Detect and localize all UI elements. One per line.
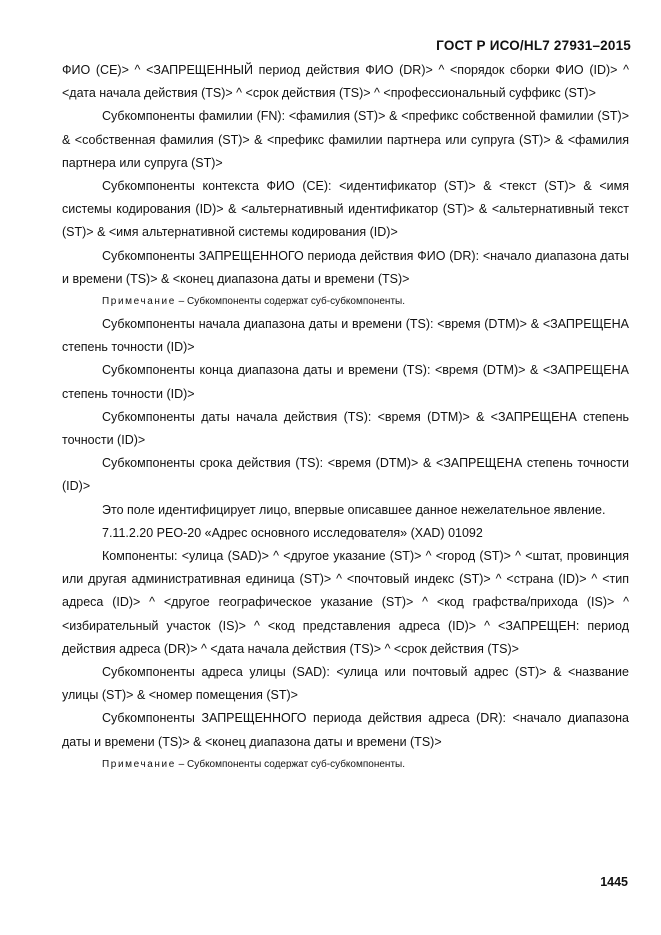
page-number: 1445 [600, 875, 628, 889]
paragraph-expiration-date: Субкомпоненты срока действия (TS): <время (DTM)> & <ЗАПРЕЩЕНА степень точности (ID)> [62, 456, 629, 494]
paragraph-street-address: Субкомпоненты адреса улицы (SAD): <улица или почтовый адрес (ST)> & <название улицы (ST)> & <номер помещения (ST)> [62, 665, 629, 703]
paragraph-family-name: Субкомпоненты фамилии (FN): <фамилия (ST)> & <префикс собственной фамилии (ST)> & <собственная фамилия (ST)> & <префикс фамилии партнера или супруга (ST)> & <фамилия партнера или супруга (ST)> [62, 109, 629, 170]
paragraph-range-start: Субкомпоненты начала диапазона даты и времени (TS): <время (DTM)> & <ЗАПРЕЩЕНА степень точности (ID)> [62, 317, 629, 355]
paragraph-field-description: Это поле идентифицирует лицо, впервые описавшее данное нежелательное явление. [102, 502, 606, 517]
section-heading: 7.11.2.20 PEO-20 «Адрес основного исследователя» (XAD) 01092 [102, 525, 483, 540]
note-text: – Субкомпоненты содержат суб-субкомпоненты. [175, 758, 405, 770]
paragraph-address-components: Компоненты: <улица (SAD)> ^ <другое указание (ST)> ^ <город (ST)> ^ <штат, провинция или другая административная единица (ST)> ^ <почтовый индекс (ST)> ^ <страна (ID)> ^ <тип адреса (ID)> ^ <другое географическое указание (ST)> ^ <код графства/прихода (IS)> ^ <избирательный участок (IS)> ^ <код представления адреса (ID)> ^ <ЗАПРЕЩЕН: период действия адреса (DR)> ^ <дата начала действия (TS)> ^ <срок действия (TS)> [62, 549, 629, 656]
paragraph-range-end: Субкомпоненты конца диапазона даты и времени (TS): <время (DTM)> & <ЗАПРЕЩЕНА степень точности (ID)> [62, 363, 629, 401]
paragraph-continued: ФИО (CE)> ^ <ЗАПРЕЩЕННЫЙ период действия ФИО (DR)> ^ <порядок сборки ФИО (ID)> ^ <дата начала действия (TS)> ^ <срок действия (TS)> ^ <профессиональный суффикс (ST)> [62, 63, 629, 101]
paragraph-name-validity-range: Субкомпоненты ЗАПРЕЩЕННОГО периода действия ФИО (DR): <начало диапазона даты и времени (TS)> & <конец диапазона даты и времени (TS)> [62, 248, 629, 286]
page-body [62, 59, 629, 776]
running-header: ГОСТ Р ИСО/HL7 27931–2015 [436, 38, 631, 53]
paragraph-effective-date: Субкомпоненты даты начала действия (TS): <время (DTM)> & <ЗАПРЕЩЕНА степень точности (ID)> [62, 409, 629, 448]
note [62, 293, 629, 311]
note-label: Примечание [102, 296, 176, 308]
note-label: Примечание [102, 758, 176, 770]
note-text: – Субкомпоненты содержат суб-субкомпоненты. [175, 296, 405, 308]
paragraph-name-context: Субкомпоненты контекста ФИО (CE): <идентификатор (ST)> & <текст (ST)> & <имя системы кодирования (ID)> & <альтернативный идентификатор (ST)> & <альтернативный текст (ST)> & <имя альтернативной системы кодирования (ID)> [62, 179, 629, 240]
paragraph-address-validity-range: Субкомпоненты ЗАПРЕЩЕННОГО периода действия адреса (DR): <начало диапазона даты и времени (TS)> & <конец диапазона даты и времени (TS)> [62, 711, 629, 749]
note [62, 756, 629, 774]
